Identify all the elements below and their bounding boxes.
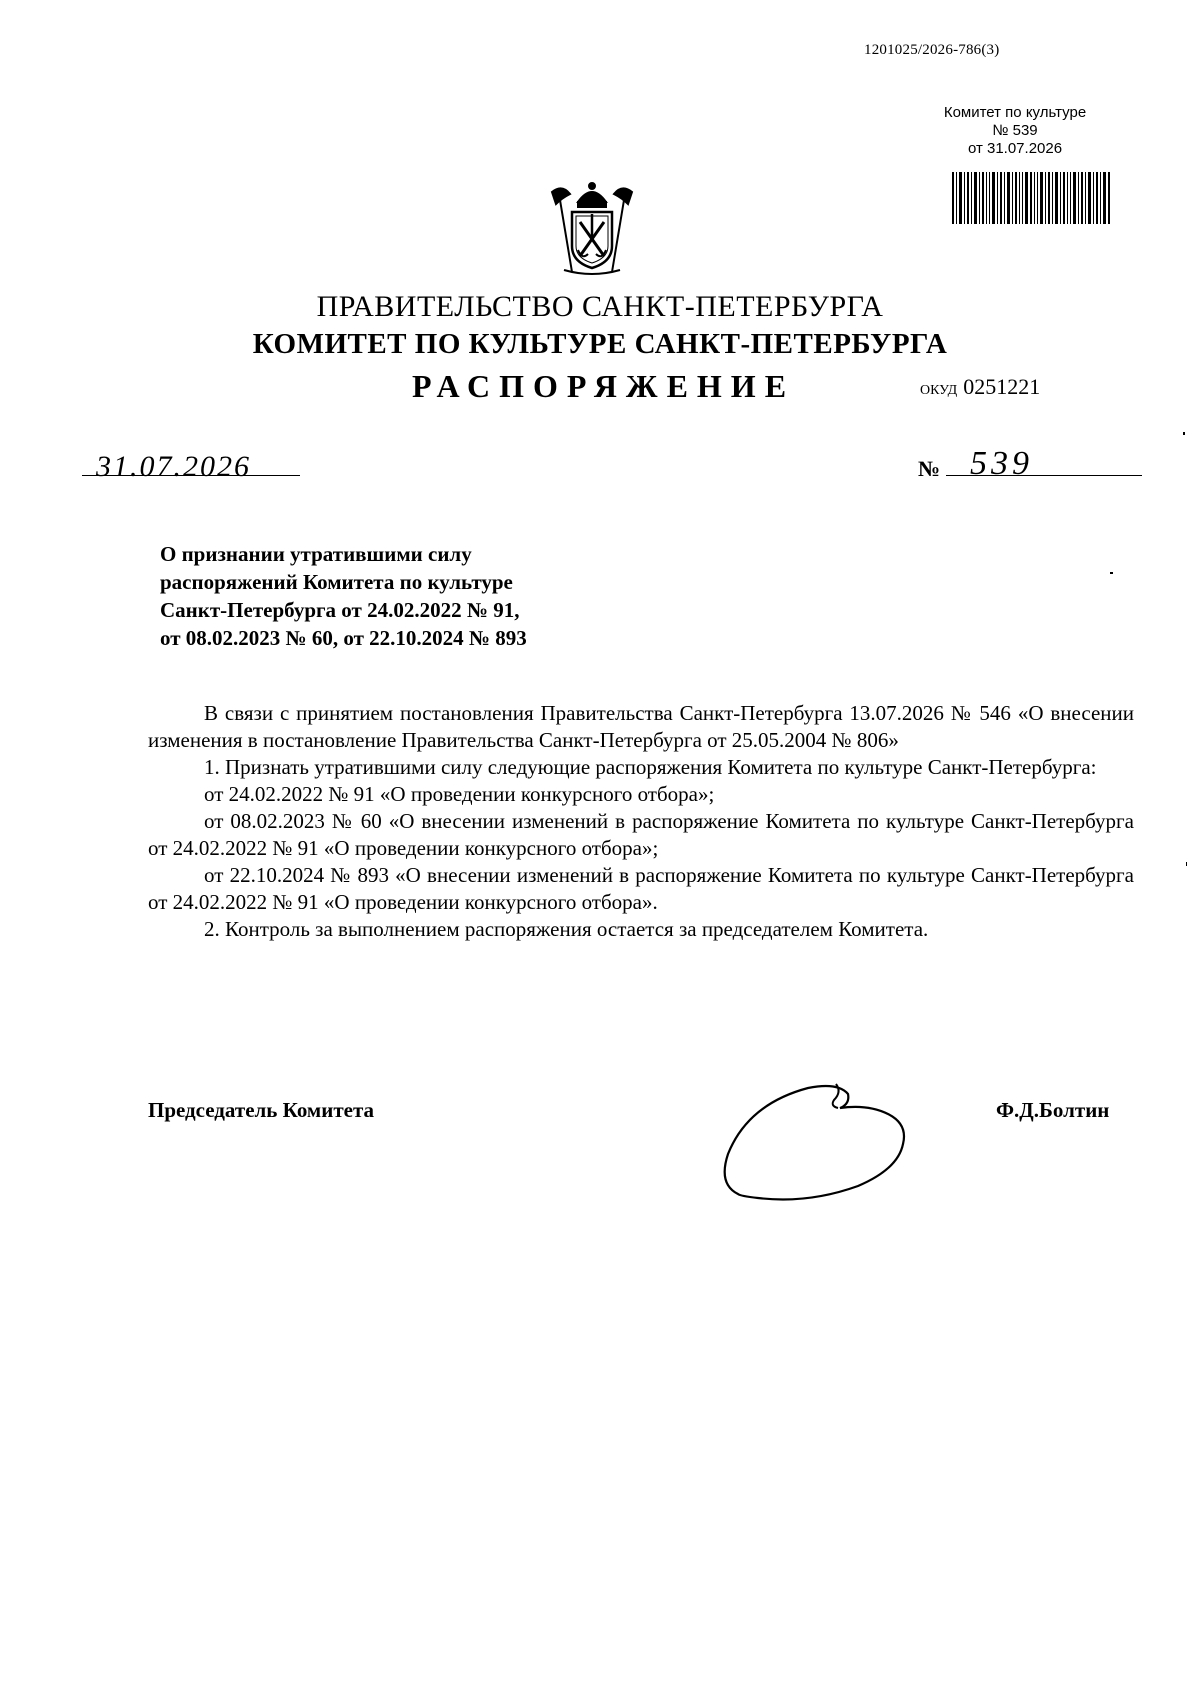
handwritten-signature — [718, 1074, 928, 1204]
okud-label: ОКУД — [920, 383, 958, 398]
body-paragraph: от 08.02.2023 № 60 «О внесении изменений в распоряжение Комитета по культуре Санкт-Петербурга от 24.02.2022 № 91 «О проведении конкурсного отбора»; — [148, 809, 1134, 860]
stamp-line-organization: Комитет по культуре — [943, 104, 1087, 121]
okud-value: 0251221 — [963, 374, 1041, 399]
body-paragraph: В связи с принятием постановления Правительства Санкт-Петербурга 13.07.2026 № 546 «О внесении изменения в постановление Правительства Санкт-Петербурга от 25.05.2004 № 806» — [148, 701, 1134, 752]
title-line: Санкт-Петербурга от 24.02.2022 № 91, — [160, 598, 520, 622]
handwritten-date — [92, 444, 284, 484]
committee-heading: КОМИТЕТ ПО КУЛЬТУРЕ САНКТ-ПЕТЕРБУРГА — [252, 328, 948, 360]
document-reference-number: 1201025/2026-786(3) — [864, 42, 1000, 58]
body-paragraph: 2. Контроль за выполнением распоряжения остается за председателем Комитета. — [204, 917, 929, 941]
body-paragraph: от 22.10.2024 № 893 «О внесении изменений в распоряжение Комитета по культуре Санкт-Петербурга от 24.02.2022 № 91 «О проведении конкурсного отбора». — [148, 863, 1134, 914]
scan-speck — [1183, 432, 1185, 435]
okud-code — [920, 374, 1040, 400]
stamp-line-number: № 539 — [992, 122, 1038, 139]
scan-speck — [1186, 862, 1187, 866]
stamp-line-date: от 31.07.2026 — [967, 140, 1063, 157]
title-line: О признании утратившими силу — [160, 542, 472, 566]
title-line: распоряжений Комитета по культуре — [160, 570, 513, 594]
document-type-heading: РАСПОРЯЖЕНИЕ — [412, 368, 796, 404]
document-body — [148, 700, 1134, 943]
title-line: от 08.02.2023 № 60, от 22.10.2024 № 893 — [160, 626, 527, 650]
barcode-icon — [952, 172, 1110, 224]
body-paragraph: от 24.02.2022 № 91 «О проведении конкурсного отбора»; — [204, 782, 715, 806]
coat-of-arms-icon — [548, 180, 636, 278]
signatory-position: Председатель Комитета — [148, 1098, 375, 1122]
date-underline — [82, 475, 300, 476]
scan-speck — [1110, 572, 1113, 574]
registration-stamp — [910, 104, 1120, 158]
number-underline — [946, 475, 1142, 476]
body-paragraph: 1. Признать утратившими силу следующие распоряжения Комитета по культуре Санкт-Петербурга: — [204, 755, 1097, 779]
signatory-name: Ф.Д.Болтин — [996, 1098, 1110, 1122]
handwritten-date-text: 31.07.2026 — [96, 450, 251, 483]
government-heading: ПРАВИТЕЛЬСТВО САНКТ-ПЕТЕРБУРГА — [316, 290, 884, 323]
handwritten-number-text: 539 — [970, 445, 1033, 482]
number-label: № — [918, 456, 941, 481]
document-title — [160, 540, 620, 652]
